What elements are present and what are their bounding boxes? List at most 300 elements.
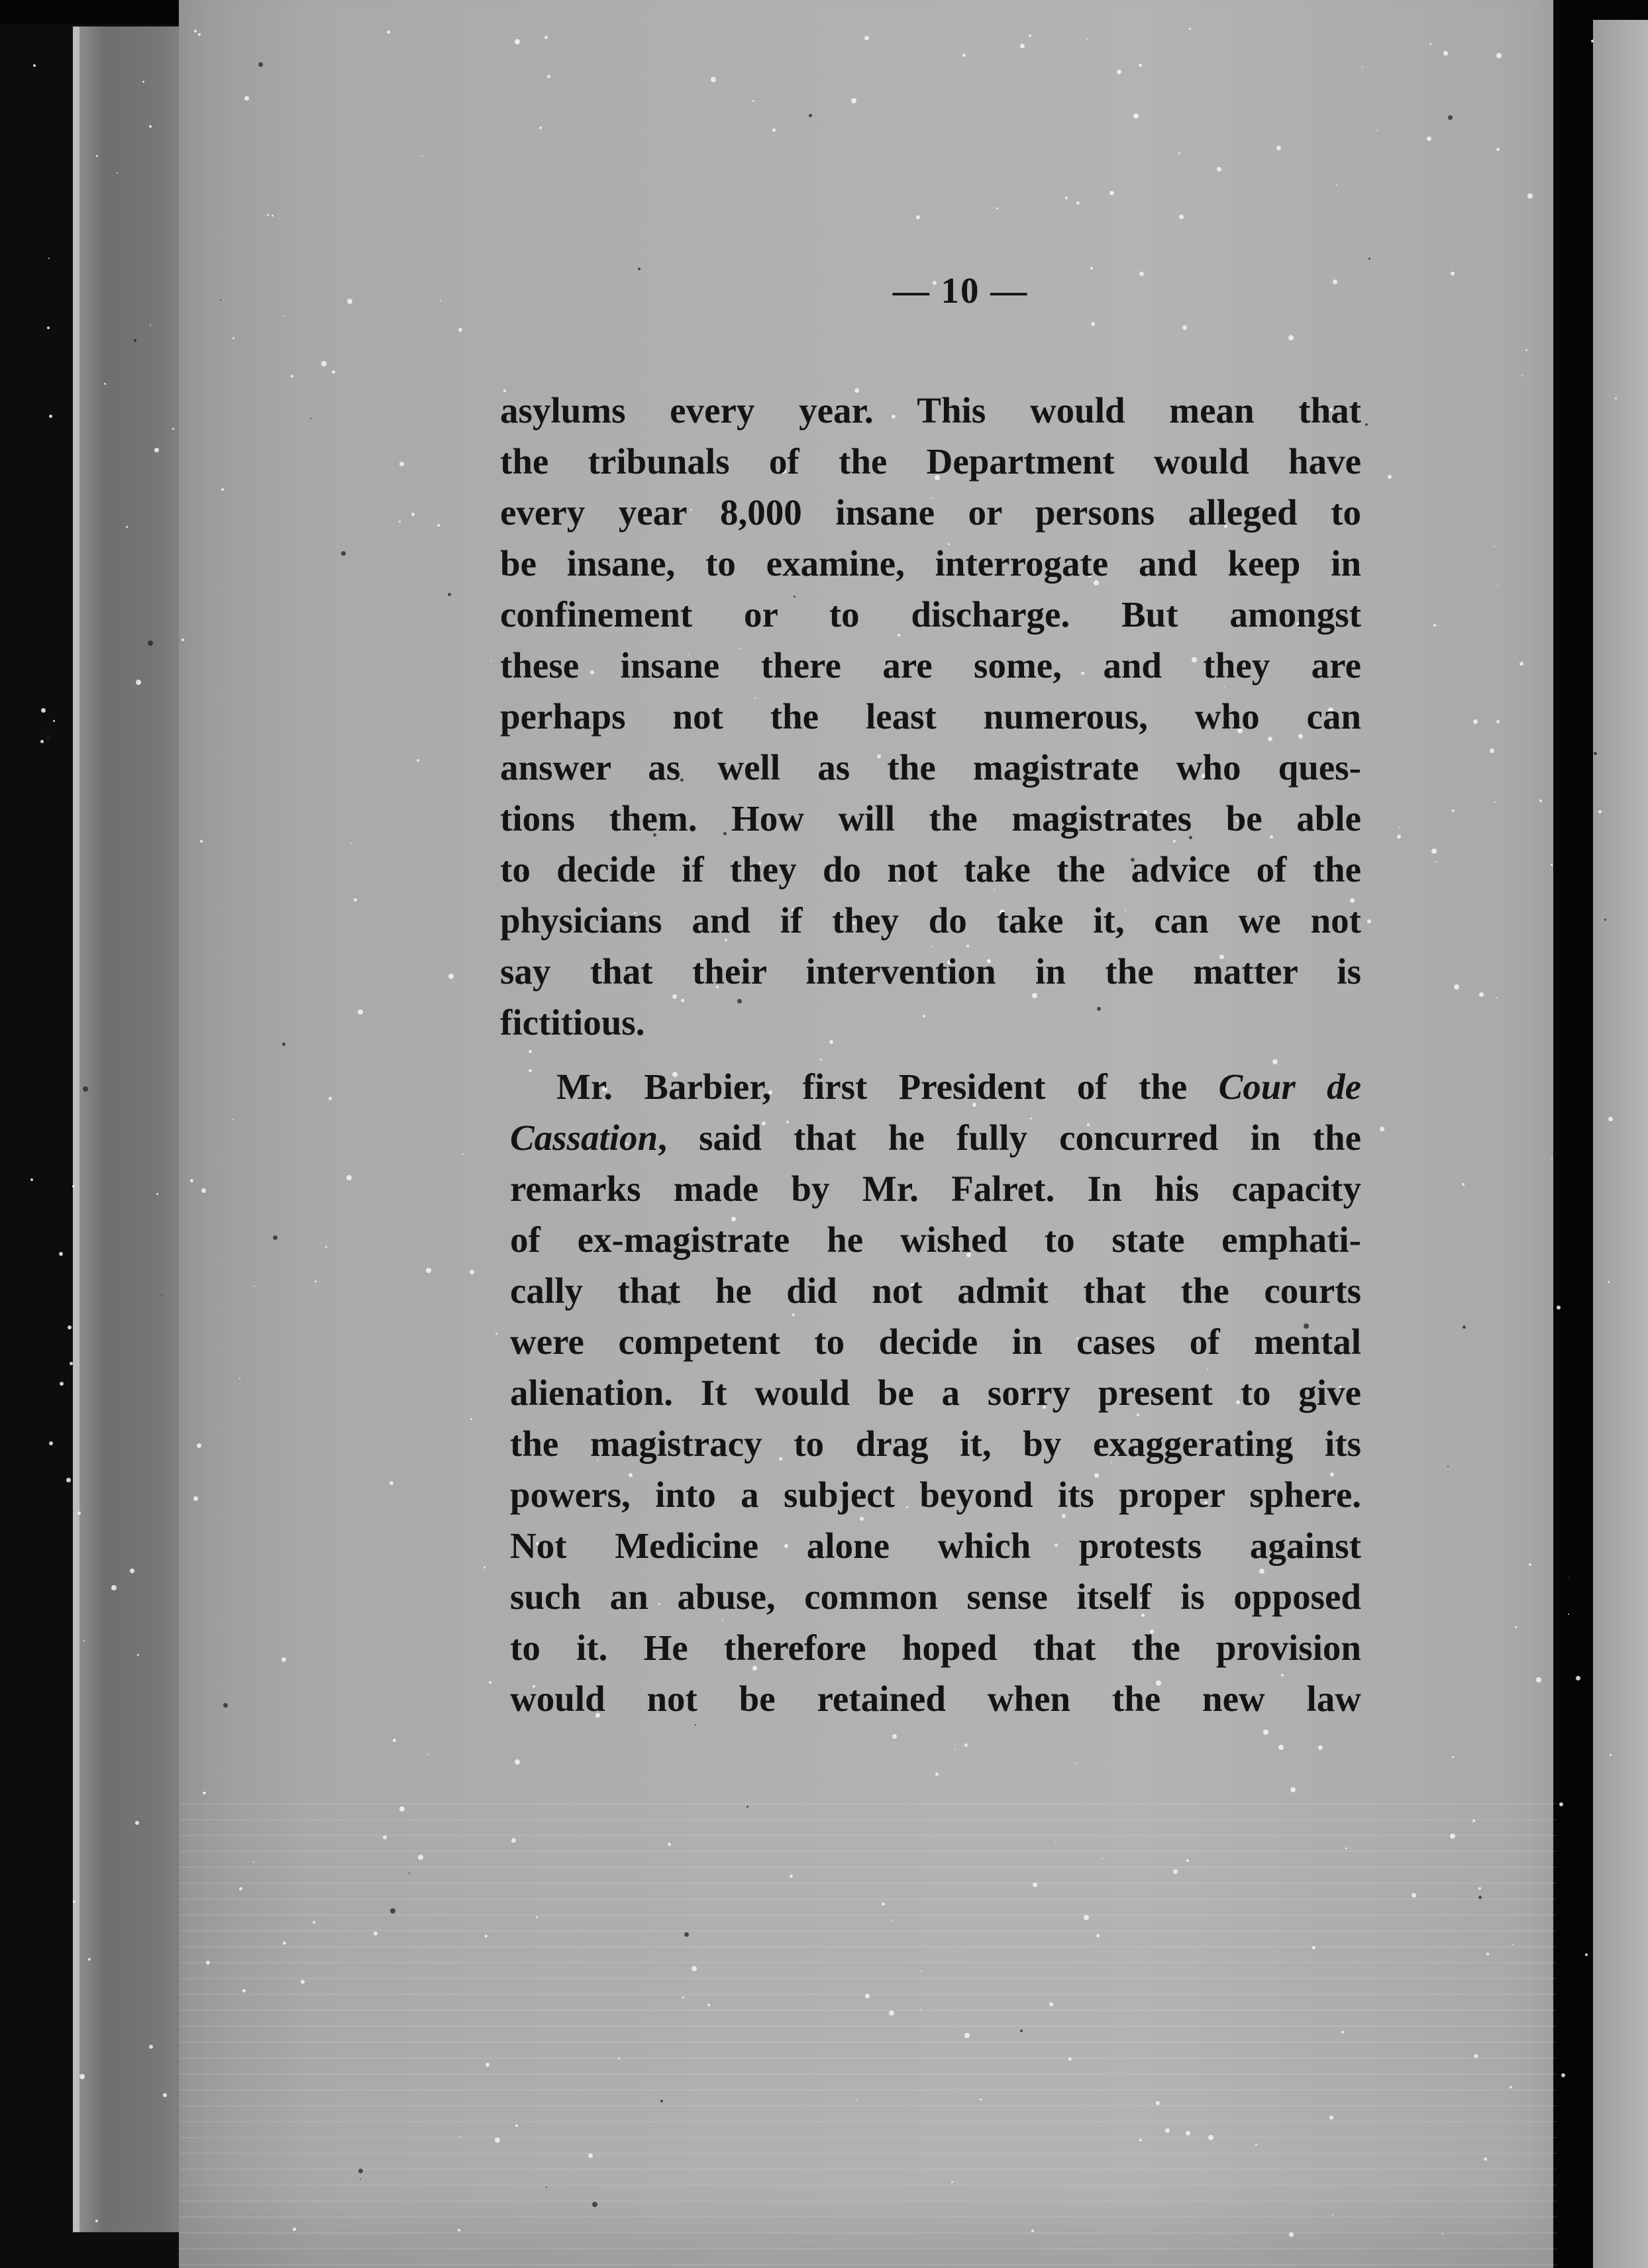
- speckle: [1591, 40, 1594, 42]
- speckle: [282, 1043, 285, 1046]
- speckle: [1020, 2030, 1023, 2032]
- speckle: [1519, 662, 1523, 666]
- speckle: [33, 64, 36, 67]
- speckle: [1139, 64, 1142, 67]
- speckle: [515, 39, 520, 44]
- speckle: [1433, 624, 1436, 627]
- speckle: [1496, 53, 1502, 58]
- speckle: [1604, 919, 1606, 921]
- speckle: [72, 1185, 75, 1188]
- speckle: [283, 1941, 286, 1945]
- next-page-sliver: [1593, 20, 1648, 2268]
- speckle: [864, 36, 869, 40]
- speckle: [996, 207, 998, 209]
- speckle: [1561, 2073, 1565, 2077]
- speckle: [282, 1657, 286, 1662]
- text-line: tions them. How will the magistrates be able: [500, 798, 1361, 839]
- speckle: [383, 1835, 387, 1839]
- speckle: [142, 81, 144, 83]
- speckle: [1367, 919, 1371, 923]
- speckle: [1178, 152, 1180, 154]
- speckle: [1551, 864, 1553, 866]
- speckle: [486, 2063, 489, 2067]
- speckle: [1049, 2002, 1053, 2006]
- speckle: [1255, 2143, 1257, 2145]
- speckle: [964, 1743, 968, 1747]
- speckle: [220, 299, 221, 301]
- speckle: [258, 62, 263, 67]
- speckle: [547, 75, 550, 78]
- speckle: [273, 1235, 278, 1240]
- speckle: [1412, 1893, 1416, 1898]
- speckle: [920, 2009, 921, 2010]
- speckle: [409, 1873, 410, 1874]
- speckle: [40, 740, 44, 743]
- speckle: [149, 125, 152, 128]
- speckle: [1068, 2057, 1072, 2061]
- text-line: were competent to decide in cases of mental: [510, 1321, 1361, 1362]
- speckle: [1289, 2232, 1294, 2237]
- speckle: [267, 214, 269, 216]
- speckle: [1217, 167, 1221, 172]
- speckle: [851, 98, 856, 103]
- speckle: [660, 2100, 663, 2102]
- speckle: [484, 1567, 486, 1569]
- speckle: [1029, 34, 1031, 37]
- text-line: perhaps not the least numerous, who can: [500, 696, 1361, 737]
- speckle: [96, 155, 98, 157]
- speckle: [809, 114, 812, 117]
- speckle: [181, 639, 184, 641]
- speckle: [437, 524, 440, 527]
- speckle: [458, 2229, 460, 2232]
- speckle: [239, 1378, 240, 1379]
- speckle: [1497, 585, 1498, 586]
- speckle: [130, 1569, 134, 1573]
- speckle: [1576, 1676, 1580, 1680]
- italic-text: Cassation: [510, 1117, 658, 1158]
- speckle: [1567, 1576, 1571, 1579]
- speckle: [1462, 1183, 1465, 1186]
- speckle: [470, 1418, 472, 1420]
- speckle: [193, 1496, 198, 1501]
- speckle: [198, 33, 201, 36]
- speckle: [201, 1188, 206, 1193]
- speckle: [1608, 1117, 1613, 1121]
- speckle: [1521, 375, 1523, 376]
- speckle: [1496, 720, 1500, 723]
- speckle: [73, 1900, 76, 1903]
- text-line: say that their intervention in the matter is: [500, 951, 1361, 992]
- speckle: [495, 2138, 500, 2143]
- speckle: [1096, 1934, 1100, 1937]
- speckle: [1156, 2101, 1160, 2105]
- text-line: the tribunals of the Department would have: [500, 441, 1361, 482]
- speckle: [1186, 1859, 1189, 1862]
- speckle: [752, 100, 754, 102]
- speckle: [399, 1806, 405, 1812]
- speckle: [272, 215, 274, 217]
- speckle: [536, 1916, 538, 1918]
- text-line: confinement or to discharge. But amongst: [500, 594, 1361, 635]
- speckle: [60, 1382, 64, 1386]
- speckle: [707, 2004, 710, 2006]
- text-line: powers, into a subject beyond its proper sphere.: [510, 1474, 1361, 1515]
- speckle: [692, 1966, 697, 1971]
- speckle: [150, 325, 151, 326]
- text-line: Not Medicine alone which protests against: [510, 1525, 1361, 1566]
- speckle: [232, 1119, 234, 1120]
- speckle: [1276, 146, 1281, 150]
- speckle: [172, 428, 174, 430]
- speckle: [916, 215, 920, 219]
- speckle: [546, 2187, 547, 2188]
- speckle: [136, 680, 141, 685]
- speckle: [427, 1754, 429, 1755]
- speckle: [350, 843, 352, 844]
- speckle: [790, 1875, 793, 1878]
- speckle: [515, 2124, 518, 2127]
- text-line: would not be retained when the new law: [510, 1678, 1361, 1719]
- speckle: [1594, 752, 1597, 755]
- speckle: [244, 96, 249, 101]
- speckle: [194, 30, 197, 32]
- speckle: [1598, 810, 1602, 813]
- speckle: [374, 1932, 378, 1935]
- speckle: [1494, 801, 1496, 803]
- speckle: [1102, 1858, 1103, 1859]
- speckle: [70, 1362, 73, 1365]
- speckle: [1557, 1306, 1561, 1310]
- speckle: [59, 1252, 63, 1256]
- speckle: [223, 1703, 228, 1708]
- speckle: [954, 1749, 956, 1750]
- speckle: [1472, 1820, 1475, 1822]
- speckle: [495, 1333, 497, 1335]
- speckle: [126, 526, 128, 528]
- speckle: [1451, 272, 1455, 276]
- speckle: [30, 1178, 33, 1181]
- speckle: [1117, 70, 1121, 74]
- speckle: [1263, 1729, 1268, 1735]
- speckle: [1399, 827, 1400, 828]
- text-line: cally that he did not admit that the courts: [510, 1270, 1361, 1311]
- speckle: [1443, 51, 1448, 56]
- text-line: such an abuse, common sense itself is opposed: [510, 1576, 1361, 1617]
- speckle: [135, 1821, 139, 1825]
- speckle: [1318, 1745, 1323, 1750]
- speckle: [1139, 2139, 1142, 2141]
- speckle: [1473, 719, 1478, 724]
- speckle: [1084, 1915, 1089, 1920]
- text-line: [510, 1112, 1361, 1163]
- speckle: [283, 315, 285, 317]
- speckle: [239, 1887, 242, 1890]
- speckle: [360, 2179, 361, 2180]
- speckle: [962, 54, 966, 57]
- speckle: [1539, 799, 1542, 802]
- speckle: [1536, 1677, 1541, 1682]
- speckle: [1109, 191, 1114, 195]
- speckle: [161, 1294, 162, 1296]
- speckle: [358, 2169, 363, 2173]
- text-line: fictitious.: [500, 1002, 645, 1043]
- speckle: [310, 418, 311, 419]
- speckle: [1551, 1158, 1553, 1159]
- speckle: [1585, 1953, 1588, 1956]
- speckle: [358, 1009, 363, 1015]
- speckle: [1479, 992, 1484, 997]
- speckle: [254, 1286, 255, 1287]
- speckle: [1362, 66, 1363, 68]
- speckle: [511, 1838, 516, 1843]
- text-line: the magistracy to drag it, by exaggerating its: [510, 1423, 1361, 1464]
- speckle: [460, 2136, 461, 2138]
- speckle: [1610, 1754, 1612, 1756]
- text-line: to decide if they do not take the advice of the: [500, 849, 1361, 890]
- speckle: [426, 1268, 431, 1273]
- speckle: [53, 720, 55, 722]
- speckle: [1490, 748, 1494, 753]
- speckle: [1165, 2128, 1170, 2133]
- text-line: answer as well as the magistrate who ques-: [500, 747, 1361, 788]
- speckle: [515, 1759, 520, 1765]
- speckle: [1086, 38, 1088, 40]
- speckle: [1608, 1281, 1610, 1283]
- page-number: — 10 —: [892, 270, 1029, 311]
- speckle: [315, 1280, 317, 1282]
- speckle: [293, 2228, 296, 2231]
- speckle: [1568, 1614, 1569, 1615]
- text-column: [500, 265, 1361, 1724]
- speckle: [387, 30, 390, 34]
- speckle: [695, 1724, 696, 1726]
- speckle: [440, 300, 441, 301]
- speckle: [1442, 2234, 1443, 2235]
- speckle: [448, 593, 451, 596]
- speckle: [1447, 1466, 1449, 1467]
- speckle: [111, 1585, 117, 1590]
- text-line: physicians and if they do take it, can we not: [500, 900, 1361, 941]
- speckle: [462, 1153, 464, 1155]
- speckle: [618, 2057, 620, 2059]
- speckle: [68, 1325, 72, 1329]
- speckle: [1065, 197, 1068, 199]
- speckle: [1496, 148, 1500, 151]
- speckle: [1033, 1882, 1037, 1887]
- speckle: [1454, 984, 1459, 990]
- text-line: these insane there are some, and they are: [500, 645, 1361, 686]
- speckle: [892, 1734, 897, 1739]
- speckle: [148, 641, 153, 646]
- speckle: [921, 1971, 922, 1972]
- speckle: [1450, 1833, 1455, 1839]
- speckle: [935, 1773, 939, 1776]
- speckle: [417, 759, 419, 762]
- speckle: [411, 513, 415, 516]
- speckle: [418, 1855, 423, 1860]
- speckle: [684, 1932, 689, 1937]
- speckle: [1478, 1896, 1482, 1899]
- speckle: [1332, 2214, 1333, 2216]
- speckle: [1365, 423, 1368, 426]
- speckle: [190, 1179, 193, 1182]
- speckle: [1208, 2135, 1213, 2140]
- speckle: [544, 36, 548, 39]
- speckle: [134, 339, 136, 342]
- speckle: [588, 2153, 593, 2158]
- speckle: [1559, 1802, 1563, 1806]
- speckle: [1345, 1847, 1347, 1849]
- speckle: [88, 1958, 91, 1961]
- speckle: [747, 1806, 748, 1808]
- speckle: [964, 2033, 970, 2038]
- speckle: [485, 1935, 488, 1937]
- speckle: [891, 1920, 892, 1921]
- speckle: [592, 2202, 597, 2207]
- speckle: [1341, 2031, 1344, 2034]
- speckle: [1427, 136, 1431, 141]
- speckle: [346, 1175, 352, 1180]
- speckle: [1020, 44, 1025, 48]
- speckle: [1397, 835, 1401, 839]
- text-line: of ex-magistrate he wished to state emphati-: [510, 1219, 1361, 1260]
- speckle: [1368, 258, 1370, 260]
- speckle: [253, 1861, 254, 1863]
- speckle: [156, 1193, 158, 1195]
- text-line: every year 8,000 insane or persons alleged to: [500, 492, 1361, 533]
- speckle: [711, 77, 716, 82]
- speckle: [1189, 28, 1191, 30]
- speckle: [46, 735, 51, 741]
- speckle: [66, 1478, 71, 1482]
- speckle: [856, 2099, 857, 2100]
- speckle: [980, 2098, 982, 2100]
- speckle: [1452, 1756, 1454, 1758]
- speckle: [41, 708, 46, 713]
- speckle: [1076, 1763, 1077, 1764]
- speckle: [470, 1270, 474, 1274]
- speckle: [865, 1994, 870, 1998]
- speckle: [1431, 849, 1437, 854]
- speckle: [49, 1441, 53, 1445]
- speckle: [490, 660, 491, 662]
- speckle: [117, 172, 118, 174]
- speckle: [390, 1908, 395, 1914]
- speckle: [203, 1792, 205, 1794]
- speckle: [1486, 1953, 1489, 1955]
- speckle: [95, 2220, 98, 2222]
- speckle: [458, 328, 462, 332]
- speckle: [47, 327, 50, 329]
- speckle: [200, 840, 203, 843]
- speckle: [332, 370, 335, 374]
- speckle: [354, 898, 357, 902]
- speckle: [1388, 475, 1392, 479]
- speckle: [242, 1989, 246, 1992]
- speckle: [329, 1097, 332, 1100]
- speckle: [1186, 2131, 1190, 2136]
- speckle: [206, 1961, 210, 1965]
- speckle: [1484, 2157, 1487, 2161]
- speckle: [951, 2181, 953, 2183]
- text-line: [510, 1061, 1361, 1112]
- speckle: [1329, 2116, 1333, 2120]
- speckle: [393, 1739, 396, 1742]
- speckle: [313, 1921, 315, 1924]
- speckle: [1452, 809, 1455, 812]
- speckle: [137, 1654, 139, 1656]
- speckle: [1076, 201, 1080, 205]
- speckle: [389, 1481, 393, 1485]
- text-run: , said that he fully concurred in the: [658, 1117, 1361, 1158]
- speckle: [422, 155, 423, 156]
- speckle: [221, 488, 224, 491]
- speckle: [1529, 1563, 1531, 1566]
- speckle: [1376, 130, 1378, 131]
- right-binding-edge: [1553, 0, 1593, 2268]
- speckle: [1380, 1127, 1384, 1131]
- speckle: [1429, 43, 1431, 45]
- speckle: [232, 337, 234, 339]
- speckle: [1474, 2054, 1478, 2058]
- speckle: [1615, 397, 1617, 399]
- text-line: remarks made by Mr. Falret. In his capacity: [510, 1168, 1361, 1209]
- italic-text: Cour de: [1218, 1066, 1362, 1107]
- speckle: [1173, 1869, 1178, 1874]
- speckle: [1290, 1787, 1296, 1792]
- text-run: Mr. Barbier, first President of the: [556, 1066, 1219, 1107]
- speckle: [1179, 215, 1184, 219]
- speckle: [1336, 184, 1337, 185]
- speckle: [682, 1996, 684, 1998]
- speckle: [77, 1512, 81, 1515]
- speckle: [1494, 546, 1495, 547]
- speckle: [1278, 1745, 1284, 1750]
- speckle: [1031, 2230, 1034, 2232]
- speckle: [321, 361, 327, 366]
- speckle: [882, 1902, 885, 1906]
- speckle: [48, 258, 50, 259]
- speckle: [301, 1980, 305, 1984]
- speckle: [448, 974, 454, 979]
- speckle: [197, 1443, 201, 1448]
- speckle: [83, 1640, 85, 1641]
- speckle: [1512, 1944, 1514, 1945]
- speckle: [49, 415, 52, 418]
- speckle: [1527, 193, 1533, 199]
- speckle: [79, 2074, 85, 2079]
- speckle: [1133, 113, 1139, 119]
- speckle: [1448, 115, 1453, 120]
- speckle: [889, 2010, 894, 2016]
- speckle: [341, 551, 346, 556]
- paragraph-1: [500, 385, 1361, 1048]
- speckle: [772, 129, 776, 132]
- speckle: [325, 1246, 327, 1248]
- speckle: [1525, 349, 1527, 351]
- speckle: [347, 299, 352, 304]
- speckle: [104, 383, 106, 385]
- speckle: [489, 1681, 491, 1684]
- text-line: to it. He therefore hoped that the provision: [510, 1627, 1361, 1668]
- speckle: [1478, 1887, 1481, 1890]
- speckle: [149, 2045, 153, 2049]
- speckle: [1515, 1626, 1517, 1628]
- speckle: [399, 521, 401, 523]
- text-line: be insane, to examine, interrogate and keep in: [500, 543, 1361, 584]
- text-line: asylums every year. This would mean that: [500, 390, 1361, 431]
